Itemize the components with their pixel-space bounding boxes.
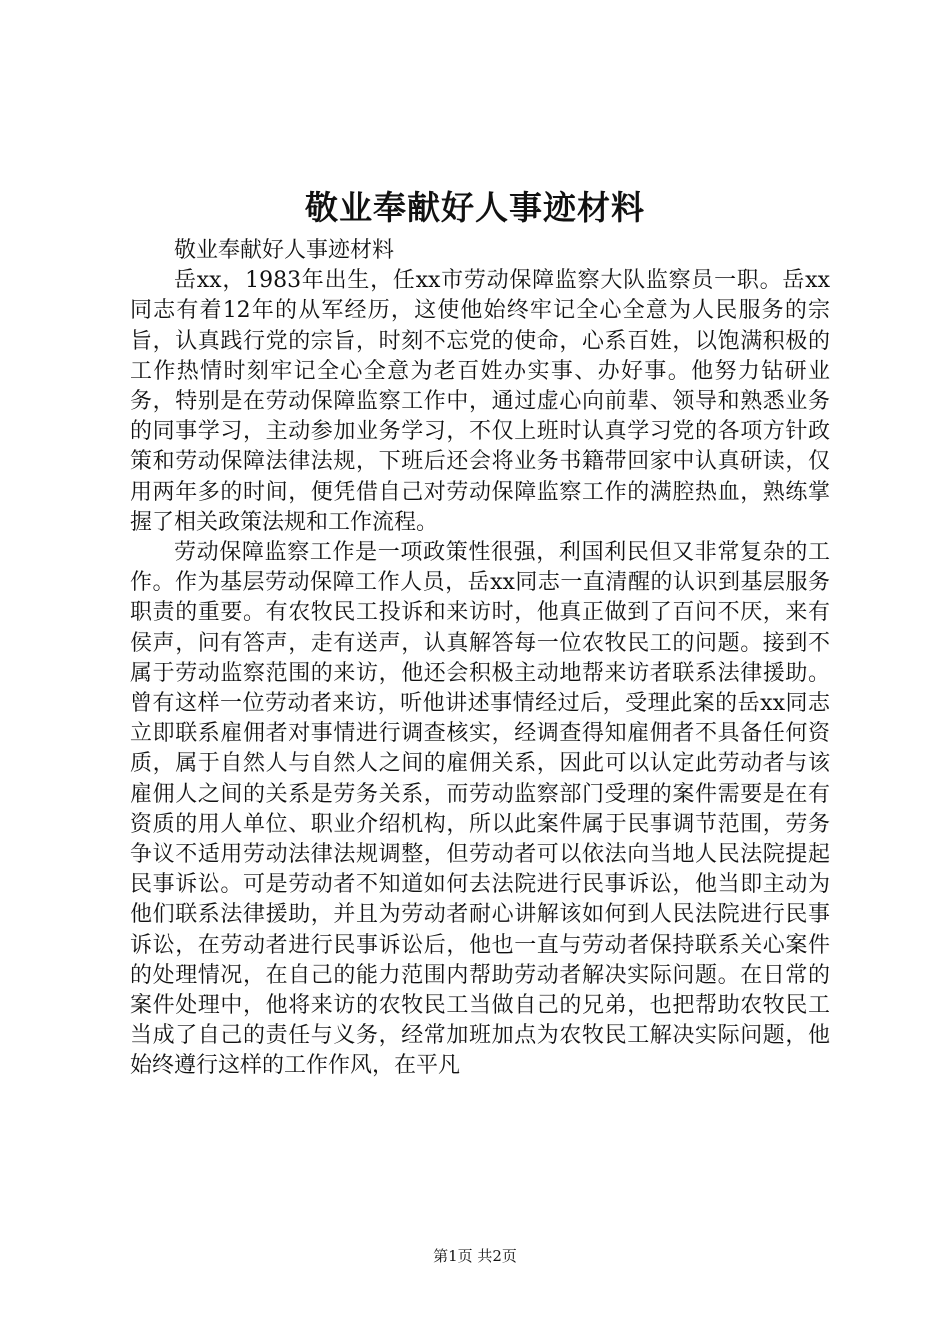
- document-title: 敬业奉献好人事迹材料: [305, 188, 645, 227]
- body-paragraph: 劳动保障监察工作是一项政策性很强，利国利民但又非常复杂的工作。作为基层劳动保障工作人员，岳xx同志一直清醒的认识到基层服务职责的重要。有农牧民工投诉和来访时，他真正做到了百问不厌，来有侯声，问有答声，走有送声，认真解答每一位农牧民工的问题。接到不属于劳动监察范围的来访，他还会积极主动地帮来访者联系法律援助。曾有这样一位劳动者来访，听他讲述事情经过后，受理此案的岳xx同志立即联系雇佣者对事情进行调查核实，经调查得知雇佣者不具备任何资质，属于自然人与自然人之间的雇佣关系，因此可以认定此劳动者与该雇佣人之间的关系是劳务关系，而劳动监察部门受理的案件需要是在有资质的用人单位、职业介绍机构，所以此案件属于民事调节范围，劳务争议不适用劳动法律法规调整，但劳动者可以依法向当地人民法院提起民事诉讼。可是劳动者不知道如何去法院进行民事诉讼，他当即主动为他们联系法律援助，并且为劳动者耐心讲解该如何到人民法院进行民事诉讼，在劳动者进行民事诉讼后，他也一直与劳动者保持联系关心案件的处理情况，在自己的能力范围内帮助劳动者解决实际问题。在日常的案件处理中，他将来访的农牧民工当做自己的兄弟，也把帮助农牧民工当成了自己的责任与义务，经常加班加点为农牧民工解决实际问题，他始终遵行这样的工作作风，在平凡: [130, 540, 830, 1079]
- page-number-footer: 第1页 共2页: [433, 1247, 517, 1265]
- body-paragraph: 岳xx，1983年出生，任xx市劳动保障监察大队监察员一职。岳xx同志有着12年的从军经历，这使他始终牢记全心全意为人民服务的宗旨，认真践行党的宗旨，时刻不忘党的使命，心系百姓，以饱满积极的工作热情时刻牢记全心全意为老百姓办实事、办好事。他努力钻研业务，特别是在劳动保障监察工作中，通过虚心向前辈、领导和熟悉业务的同事学习，主动参加业务学习，不仅上班时认真学习党的各项方针政策和劳动保障法律法规，下班后还会将业务书籍带回家中认真研读，仅用两年多的时间，便凭借自己对劳动保障监察工作的满腔热血，熟练掌握了相关政策法规和工作流程。: [130, 268, 830, 535]
- body-paragraph: 敬业奉献好人事迹材料: [174, 238, 395, 263]
- document-body: [130, 236, 830, 1082]
